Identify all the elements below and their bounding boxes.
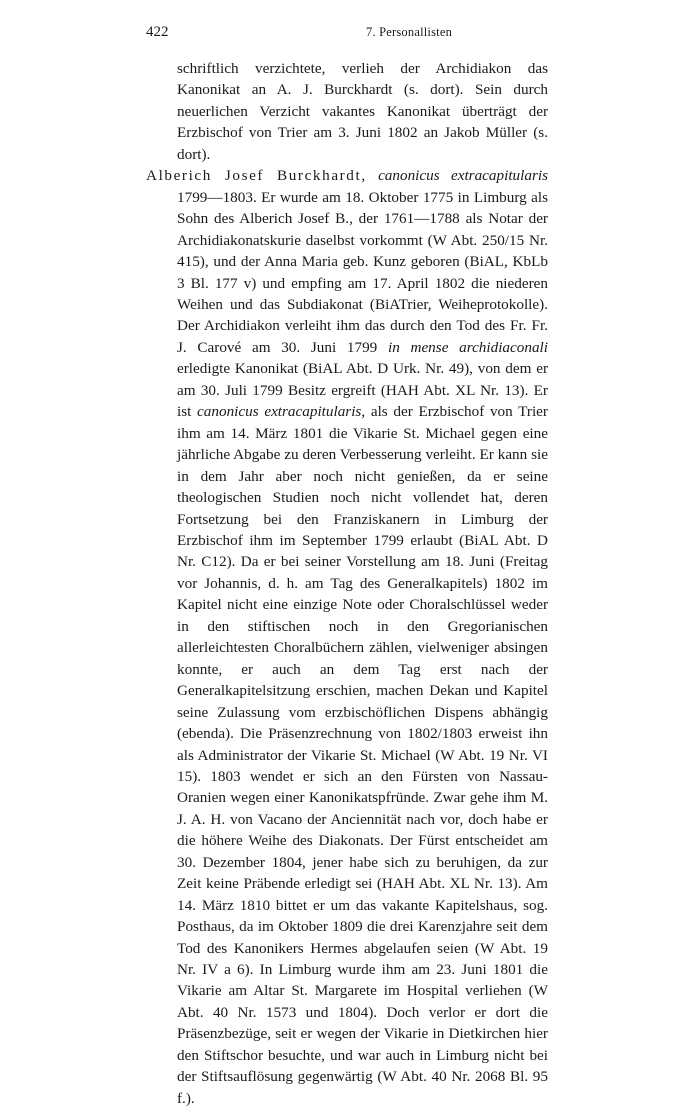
entry-italic-title: canonicus extracapitularis, xyxy=(197,403,366,421)
main-text xyxy=(146,58,548,1109)
entry-years: 1799—1803. xyxy=(177,188,262,206)
page-number: 422 xyxy=(146,24,169,40)
biography-entry xyxy=(146,165,548,1109)
running-title: 7. Personallisten xyxy=(366,25,453,39)
entry-name: Alberich Josef Burckhardt, xyxy=(146,167,367,185)
entry-body-3: als der Erzbischof von Trier ihm am 14. März 1801 die Vikarie St. Michael gegen eine jährliche Abgabe zu deren Verbesserung verleiht. Er kann sie in dem Jahr aber noch nicht genießen, da er seine theologischen Studien noch nicht vollendet hat, deren Fortsetzung bei den Franziskanern in Limburg der Erzbischof ihm im September 1799 erlaubt (BiAL Abt. D Nr. C12). Da er bei seiner Vorstellung am 18. Juni (Freitag vor Johannis, d. h. am Tag des Generalkapitels) 1802 im Kapitel nicht eine einzige Note oder Choralschlüssel weder in den stiftischen noch in den Gregorianischen allerleichtesten Choralbüchern zählen, vielweniger absingen konnte, er auch an dem Tag erst nach der Generalkapitelsitzung erschien, machen Dekan und Kapitel seine Zulassung vom erzbischöflichen Dispens abhängig (ebenda). Die Präsenzrechnung von 1802/1803 erweist ihn als Administrator der Vikarie St. Michael (W Abt. 19 Nr. VI 15). 1803 wendet er sich an den Fürsten von Nassau-Oranien wegen einer Kanonikatspfründe. Zwar gehe ihm M. J. A. H. von Vacano der Anciennität nach vor, doch habe er die höhere Weihe des Diakonats. Der Fürst entscheidet am 30. Dezember 1804, jener habe sich zu beruhigen, da zur Zeit keine Präbende erledigt sei (HAH Abt. XL Nr. 13). Am 14. März 1810 bittet er um das vakante Kapitelshaus, sog. Posthaus, da im Oktober 1809 die drei Karenzjahre seit dem Tod des Kanonikers Hermes abgelaufen seien (W Abt. 19 Nr. IV a 6). In Limburg wurde ihm am 23. Juni 1801 die Vikarie am Altar St. Margarete im Hospital verliehen (W Abt. 40 Nr. 1573 und 1804). Doch verlor er dort die Präsenzbezüge, seit er wegen der Vikarie in Dietkirchen hier den Stiftschor besuchte, und war auch in Limburg nicht bei der Stiftsauflösung gegenwärtig (W Abt. 40 Nr. 2068 Bl. 95 f.). xyxy=(177,403,548,1107)
running-head xyxy=(146,24,546,44)
entry-italic-phrase: in mense archidiaconali xyxy=(387,338,548,356)
continuation-paragraph: schriftlich verzichtete, verlieh der Archidiakon das Kanonikat an A. J. Burckhardt (s. dort). Sein durch neuerlichen Verzicht vakantes Kanonikat überträgt der Erzbischof von Trier am 3. Juni 1802 an Jakob Müller (s. dort). xyxy=(177,60,548,163)
entry-body-2: erledigte Kanonikat (BiAL Abt. D Urk. Nr. 49), von dem er am 30. Juli 1799 Besitz ergreift (HAH Abt. XL Nr. 13). Er ist xyxy=(177,360,548,421)
entry-body-1: Er wurde am 18. Oktober 1775 in Limburg als Sohn des Alberich Josef B., der 1761—1788 als Notar der Archidiakonatskurie daselbst vorkommt (W Abt. 250/15 Nr. 415), und der Anna Maria geb. Kunz geboren (BiAL, KbLb 3 Bl. 177 v) und empfing am 17. April 1802 die niederen Weihen und das Subdiakonat (BiATrier, Weiheprotokolle). Der Archidiakon verleiht ihm das durch den Tod des Fr. Fr. J. Carové am 30. Juni 1799 xyxy=(177,188,549,356)
entry-title: canonicus extracapitularis xyxy=(378,167,548,185)
